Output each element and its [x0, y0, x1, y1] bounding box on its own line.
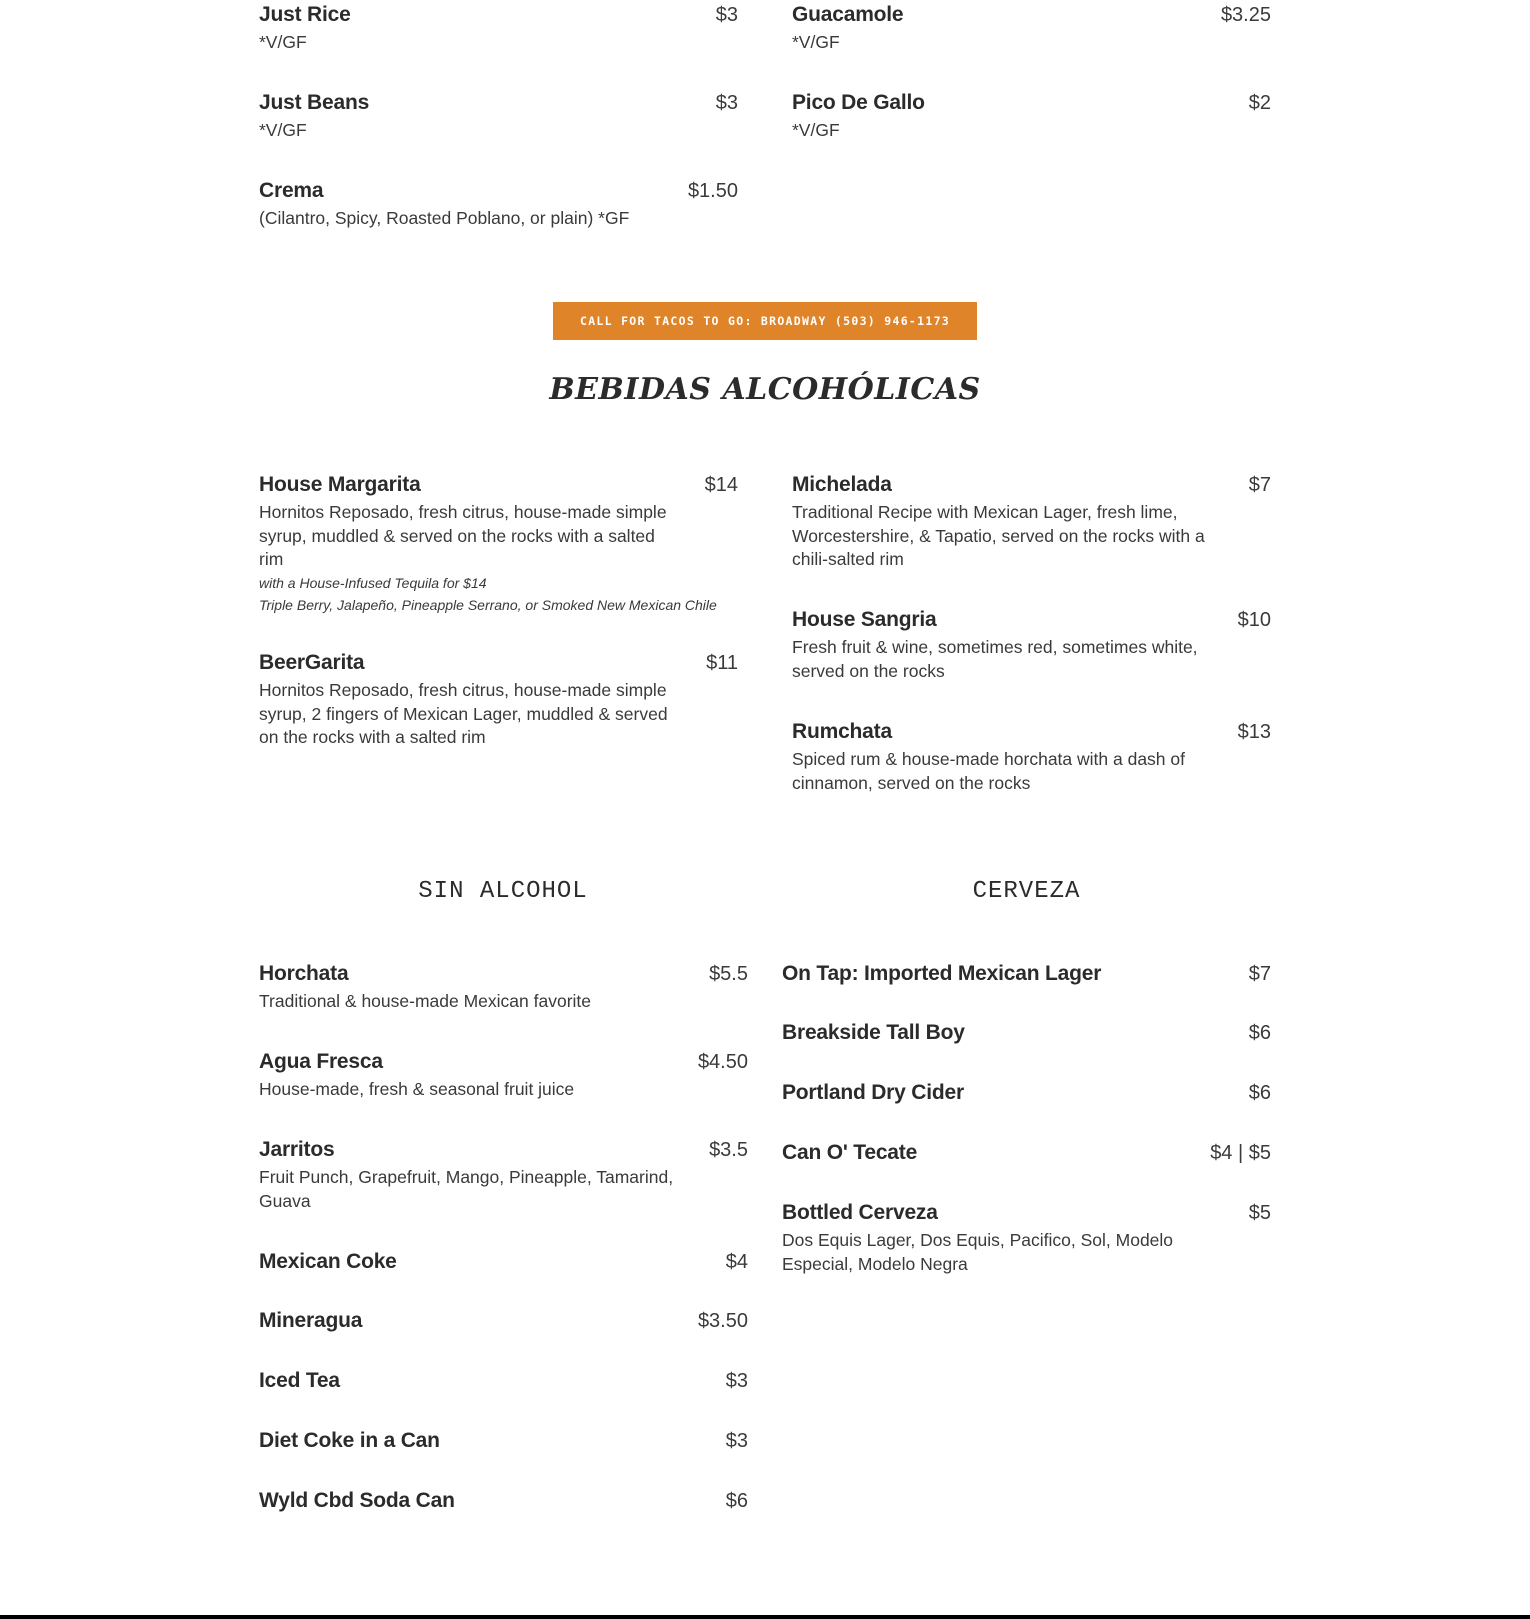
item-price: $10	[1237, 609, 1271, 631]
section-title-alcohol: BEBIDAS ALCOHÓLICAS	[549, 372, 981, 407]
menu-item-horchata	[259, 961, 748, 1014]
item-name: Pico De Gallo	[792, 91, 925, 114]
menu-item-mineragua	[259, 1308, 748, 1334]
call-for-tacos-button[interactable]: CALL FOR TACOS TO GO: BROADWAY (503) 946-1173	[553, 302, 977, 340]
menu-item-diet-coke	[259, 1428, 748, 1454]
item-price: $4	[725, 1251, 748, 1273]
menu-item-crema	[259, 178, 738, 231]
item-price: $3	[725, 1430, 748, 1452]
item-name: Guacamole	[792, 3, 904, 26]
menu-item-portland-dry-cider	[782, 1080, 1271, 1106]
item-name: Michelada	[792, 473, 892, 496]
item-desc: *V/GF	[259, 32, 307, 52]
menu-item-can-o-tecate	[782, 1140, 1271, 1166]
item-name: Mineragua	[259, 1309, 363, 1332]
item-desc: *V/GF	[792, 32, 840, 52]
item-name: BeerGarita	[259, 651, 365, 674]
menu-item-beergarita	[259, 650, 738, 750]
item-name: Mexican Coke	[259, 1250, 397, 1273]
menu-item-wyld-cbd-soda	[259, 1488, 748, 1514]
menu-item-jarritos	[259, 1137, 748, 1213]
item-price: $13	[1237, 721, 1271, 743]
item-name: Just Beans	[259, 91, 370, 114]
item-desc: Dos Equis Lager, Dos Equis, Pacifico, Sol, Modelo Especial, Modelo Negra	[782, 1230, 1174, 1274]
bottom-divider	[0, 1615, 1530, 1619]
menu-item-rumchata	[792, 719, 1271, 795]
item-price: $3.25	[1220, 4, 1271, 26]
menu-item-guacamole	[792, 2, 1271, 55]
item-name: On Tap: Imported Mexican Lager	[782, 962, 1102, 985]
item-desc: Traditional Recipe with Mexican Lager, fresh lime, Worcestershire, & Tapatio, served on the rocks with a chili-salted rim	[792, 502, 1205, 569]
section-title-cerveza: CERVEZA	[972, 878, 1081, 905]
menu-item-breakside-tall-boy	[782, 1020, 1271, 1046]
item-price: $5.5	[709, 963, 748, 985]
item-name: Jarritos	[259, 1138, 335, 1161]
item-note: Triple Berry, Jalapeño, Pineapple Serrano, or Smoked New Mexican Chile	[259, 596, 717, 613]
item-desc: Spiced rum & house-made horchata with a dash of cinnamon, served on the rocks	[792, 749, 1185, 793]
item-price: $4 | $5	[1210, 1142, 1271, 1164]
item-price: $7	[1248, 474, 1271, 496]
item-note: with a House-Infused Tequila for $14	[259, 574, 487, 591]
item-desc: Hornitos Reposado, fresh citrus, house-made simple syrup, 2 fingers of Mexican Lager, muddled & served on the rocks with a salted rim	[259, 680, 668, 747]
menu-item-on-tap-lager	[782, 961, 1271, 987]
item-name: Wyld Cbd Soda Can	[259, 1489, 455, 1512]
item-price: $7	[1248, 963, 1271, 985]
menu-item-agua-fresca	[259, 1049, 748, 1102]
item-name: Bottled Cerveza	[782, 1201, 938, 1224]
menu-item-mexican-coke	[259, 1249, 748, 1275]
menu-item-just-rice	[259, 2, 738, 55]
item-price: $3.5	[709, 1139, 748, 1161]
item-desc: (Cilantro, Spicy, Roasted Poblano, or plain) *GF	[259, 208, 630, 228]
item-price: $5	[1248, 1202, 1271, 1224]
item-price: $14	[704, 474, 738, 496]
item-price: $6	[725, 1490, 748, 1512]
item-name: Horchata	[259, 962, 349, 985]
menu-item-just-beans	[259, 90, 738, 143]
item-name: Agua Fresca	[259, 1050, 383, 1073]
item-name: Just Rice	[259, 3, 351, 26]
item-price: $3	[725, 1370, 748, 1392]
item-desc: Traditional & house-made Mexican favorite	[259, 991, 592, 1011]
item-desc: Fruit Punch, Grapefruit, Mango, Pineapple, Tamarind, Guava	[259, 1167, 674, 1211]
item-price: $1.50	[687, 180, 738, 202]
item-desc: Fresh fruit & wine, sometimes red, sometimes white, served on the rocks	[792, 637, 1198, 681]
item-price: $2	[1248, 92, 1271, 114]
section-title-sin-alcohol: SIN ALCOHOL	[418, 878, 588, 905]
item-price: $6	[1248, 1082, 1271, 1104]
item-name: Breakside Tall Boy	[782, 1021, 965, 1044]
item-price: $3	[715, 92, 738, 114]
item-price: $3.50	[697, 1310, 748, 1332]
item-desc: House-made, fresh & seasonal fruit juice	[259, 1079, 575, 1099]
item-name: House Sangria	[792, 608, 937, 631]
menu-item-house-margarita	[259, 472, 738, 616]
menu-item-bottled-cerveza	[782, 1200, 1271, 1276]
item-name: Diet Coke in a Can	[259, 1429, 440, 1452]
item-name: Crema	[259, 179, 324, 202]
item-price: $6	[1248, 1022, 1271, 1044]
item-desc: *V/GF	[259, 120, 307, 140]
item-price: $4.50	[697, 1051, 748, 1073]
item-desc: Hornitos Reposado, fresh citrus, house-made simple syrup, muddled & served on the rocks with a salted rim	[259, 502, 667, 569]
item-name: Portland Dry Cider	[782, 1081, 964, 1104]
menu-item-pico-de-gallo	[792, 90, 1271, 143]
item-price: $3	[715, 4, 738, 26]
item-desc: *V/GF	[792, 120, 840, 140]
menu-item-iced-tea	[259, 1368, 748, 1394]
item-name: Iced Tea	[259, 1369, 340, 1392]
menu-item-house-sangria	[792, 607, 1271, 683]
item-name: Can O' Tecate	[782, 1141, 918, 1164]
item-price: $11	[706, 652, 738, 674]
item-name: House Margarita	[259, 473, 421, 496]
menu-item-michelada	[792, 472, 1271, 572]
item-name: Rumchata	[792, 720, 892, 743]
